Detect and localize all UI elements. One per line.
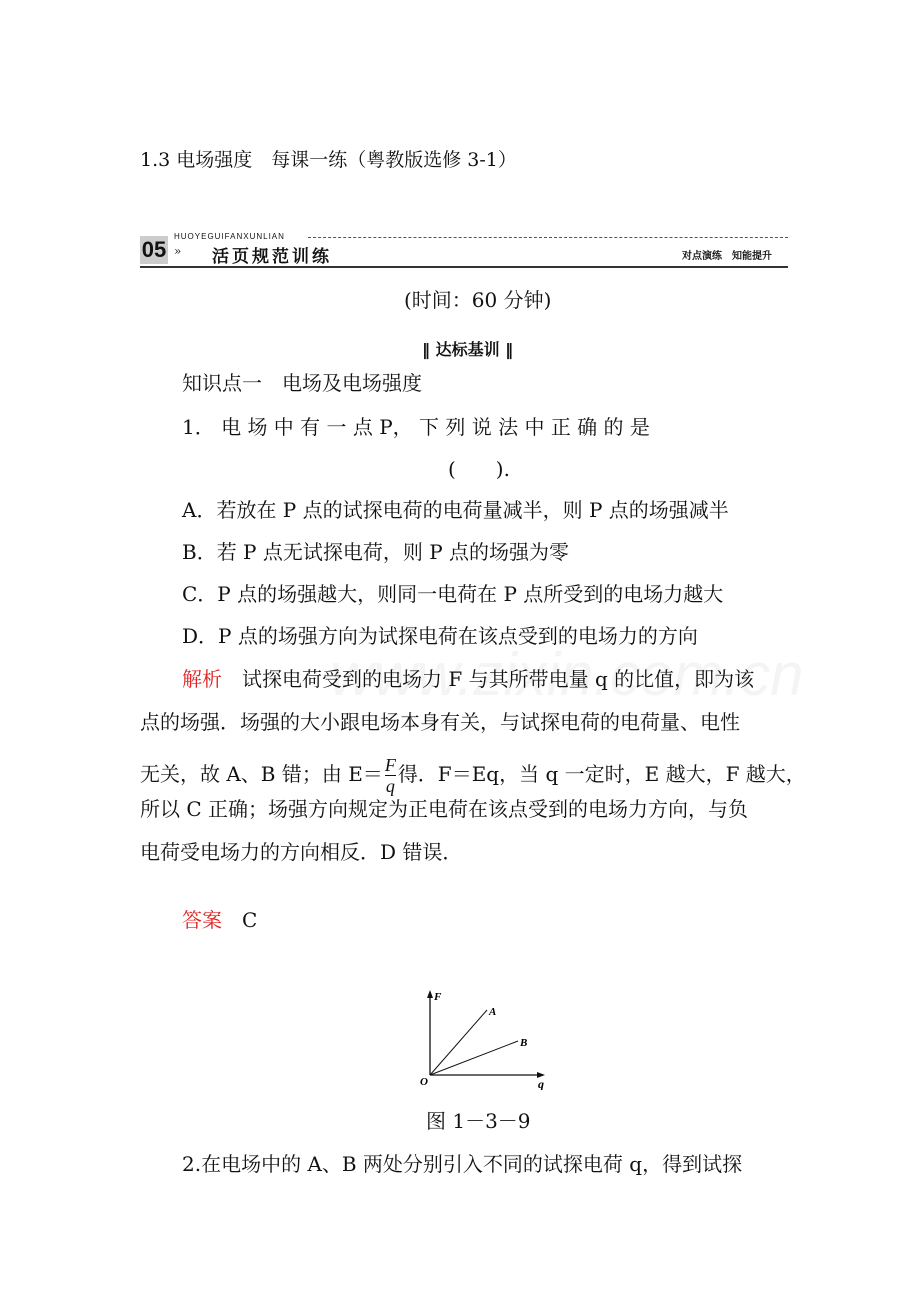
line-a xyxy=(430,1010,487,1075)
fraction-numerator: F xyxy=(384,755,396,775)
origin-label: O xyxy=(420,1076,428,1088)
answer-line xyxy=(182,908,257,932)
analysis-text: 无关，故 A、B 错；由 E＝ xyxy=(140,762,383,786)
analysis-text: 得．F＝Eq，当 q 一定时，E 越大，F 越大， xyxy=(397,762,806,786)
banner-title: 活页规范训练 xyxy=(212,247,332,267)
banner-number: 05 xyxy=(141,237,167,262)
watermark xyxy=(330,640,803,709)
figure-f-q-graph xyxy=(400,980,570,1090)
analysis-text: 试探电荷受到的电场力 F 与其所带电量 q 的比值，即为该 xyxy=(222,667,755,691)
analysis-line-5: 电荷受电场力的方向相反．D 错误． xyxy=(140,840,463,864)
analysis-line-3 xyxy=(140,755,806,796)
analysis-line-4: 所以 C 正确；场强方向规定为正电荷在该点受到的电场力方向，与负 xyxy=(140,797,749,821)
analysis-line-2: 点的场强．场强的大小跟电场本身有关，与试探电荷的电荷量、电性 xyxy=(140,710,740,734)
option-d: D．P 点的场强方向为试探电荷在该点受到的电场力的方向 xyxy=(182,624,698,648)
q1-stem: 1． 电 场 中 有 一 点 P， 下 列 说 法 中 正 确 的 是 xyxy=(182,415,650,439)
section-banner xyxy=(140,232,788,268)
x-axis-label: q xyxy=(538,1077,544,1090)
analysis-label: 解析 xyxy=(182,667,222,691)
option-b: B．若 P 点无试探电荷，则 P 点的场强为零 xyxy=(182,540,570,564)
doc-title: 1.3 电场强度 每课一练（粤教版选修 3-1） xyxy=(140,149,517,171)
chevron-icon: » xyxy=(174,244,182,258)
q2-stem: 2.在电场中的 A、B 两处分别引入不同的试探电荷 q，得到试探 xyxy=(182,1152,743,1176)
figure-caption: 图 1－3－9 xyxy=(426,1109,531,1133)
y-axis-arrow-icon xyxy=(427,990,433,998)
option-a: A．若放在 P 点的试探电荷的电荷量减半，则 P 点的场强减半 xyxy=(182,498,729,522)
line-a-label: A xyxy=(489,1006,497,1018)
banner-pinyin: HUOYEGUIFANXUNLIAN xyxy=(174,232,285,241)
option-c: C．P 点的场强越大，则同一电荷在 P 点所受到的电场力越大 xyxy=(182,582,724,606)
banner-dotted-rule xyxy=(308,237,788,238)
section-heading: ‖ 达标基训 ‖ xyxy=(422,340,514,359)
fraction xyxy=(385,755,396,796)
answer-value: C xyxy=(242,908,258,932)
q1-paren: ( ). xyxy=(448,457,510,481)
y-axis-label: F xyxy=(434,991,442,1003)
answer-label: 答案 xyxy=(182,908,222,932)
banner-right: 对点演练 知能提升 xyxy=(682,251,772,262)
line-b xyxy=(430,1041,518,1075)
fraction-denominator: q xyxy=(385,776,395,796)
knowledge-point: 知识点一 电场及电场强度 xyxy=(182,371,422,395)
time-limit: (时间：60 分钟) xyxy=(404,288,552,312)
line-b-label: B xyxy=(520,1037,528,1049)
